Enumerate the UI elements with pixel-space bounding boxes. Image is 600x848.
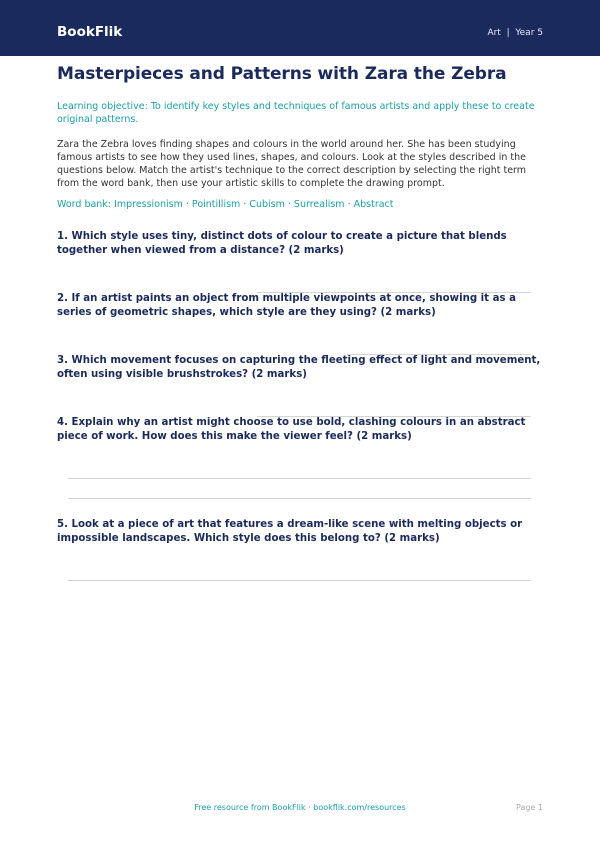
separator: |: [506, 28, 510, 38]
page-number: Page 1: [516, 803, 543, 812]
answer-line-q5[interactable]: [68, 580, 531, 581]
brand-logo[interactable]: BookFlik: [57, 24, 123, 40]
answer-line-q4-2[interactable]: [68, 498, 531, 499]
answer-line-q4-1[interactable]: [68, 478, 531, 479]
question-2: 2. If an artist paints an object from multiple viewpoints at once, showing it as a series of geometric shapes, which style are they using? (2 marks): [57, 293, 516, 318]
subject-label: Art: [487, 28, 501, 38]
subject-year-label: [487, 28, 543, 38]
header-bar: [0, 0, 600, 56]
intro-paragraph: Zara the Zebra loves finding shapes and colours in the world around her. She has been studying famous artists to see how they used lines, shapes, and colours. Look at the styles described in the questions below. Match the artist's technique to the correct description by selecting the right term from the word bank, then use your artistic skills to complete the drawing prompt.: [57, 139, 527, 189]
question-1: 1. Which style uses tiny, distinct dots of colour to create a picture that blends together when viewed from a distance? (2 marks): [57, 231, 507, 256]
year-label: Year 5: [515, 28, 543, 38]
question-4: 4. Explain why an artist might choose to use bold, clashing colours in an abstract piece of work. How does this make the viewer feel? (2 marks): [57, 417, 526, 442]
question-5: 5. Look at a piece of art that features a dream-like scene with melting objects or impossible landscapes. Which style does this belong to? (2 marks): [57, 519, 523, 544]
word-bank: Word bank: Impressionism · Pointillism · Cubism · Surrealism · Abstract: [57, 199, 394, 210]
question-3: 3. Which movement focuses on capturing the fleeting effect of light and movement, often using visible brushstrokes? (2 marks): [57, 355, 541, 380]
footer-link[interactable]: Free resource from BookFlik · bookflik.com/resources: [194, 803, 406, 812]
learning-objective: Learning objective: To identify key styles and techniques of famous artists and apply these to create original patterns.: [57, 101, 535, 125]
worksheet-title: Masterpieces and Patterns with Zara the Zebra: [57, 64, 507, 84]
